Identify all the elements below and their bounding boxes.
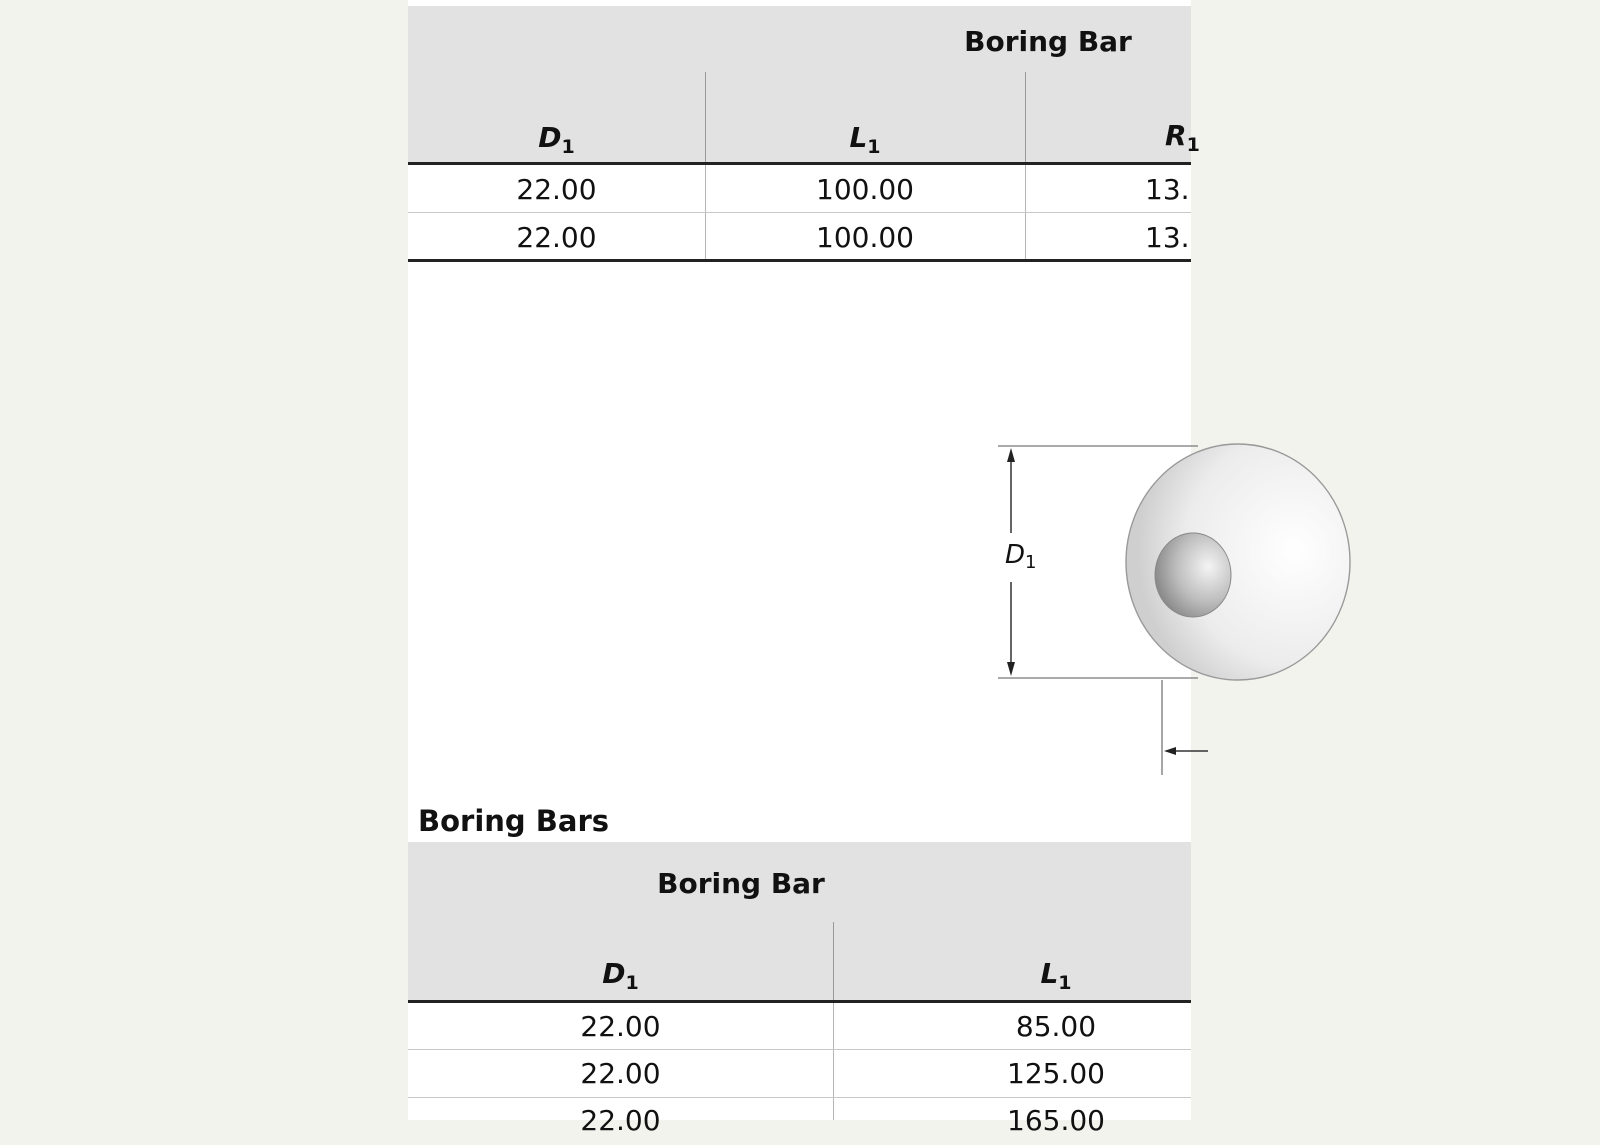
table1-cell: 13. xyxy=(1145,221,1190,254)
table1-cell: 22.00 xyxy=(516,221,597,254)
table1-group-header: Boring Bar xyxy=(964,25,1132,58)
table2-cell: 85.00 xyxy=(1015,1010,1097,1043)
table2-cell: 125.00 xyxy=(1007,1057,1105,1090)
table2-col-header-l1: $L_1$ xyxy=(1040,957,1072,994)
table1-bottom-rule xyxy=(408,259,1191,262)
table1-header-divider xyxy=(1025,72,1026,162)
table1-cell: 100.00 xyxy=(816,173,914,206)
table2-cell: 22.00 xyxy=(580,1104,661,1137)
table1-cell: 22.00 xyxy=(516,173,597,206)
section-title: Boring Bars xyxy=(418,804,610,838)
table1-col-header-r1: $R_1$ xyxy=(1165,119,1200,156)
boring-bar-drawing xyxy=(988,430,1208,780)
table2-cell: 165.00 xyxy=(1007,1104,1105,1137)
table1-cell: 13. xyxy=(1145,173,1190,206)
table1-header-rule xyxy=(408,162,1191,165)
table2-cell: 22.00 xyxy=(580,1010,661,1043)
table1-row-rule xyxy=(408,212,1191,213)
table2-group-header: Boring Bar xyxy=(657,867,825,900)
document-page xyxy=(408,0,1200,1137)
table2-col-header-d1: $D_1$ xyxy=(602,957,639,994)
table1-col-header-l1: $L_1$ xyxy=(849,121,881,158)
table1-col-header-d1: $D_1$ xyxy=(538,121,575,158)
table1-cell: 100.00 xyxy=(816,221,914,254)
dimension-label-d1: $D_1$ xyxy=(1005,540,1037,573)
table2-cell: 22.00 xyxy=(580,1057,661,1090)
